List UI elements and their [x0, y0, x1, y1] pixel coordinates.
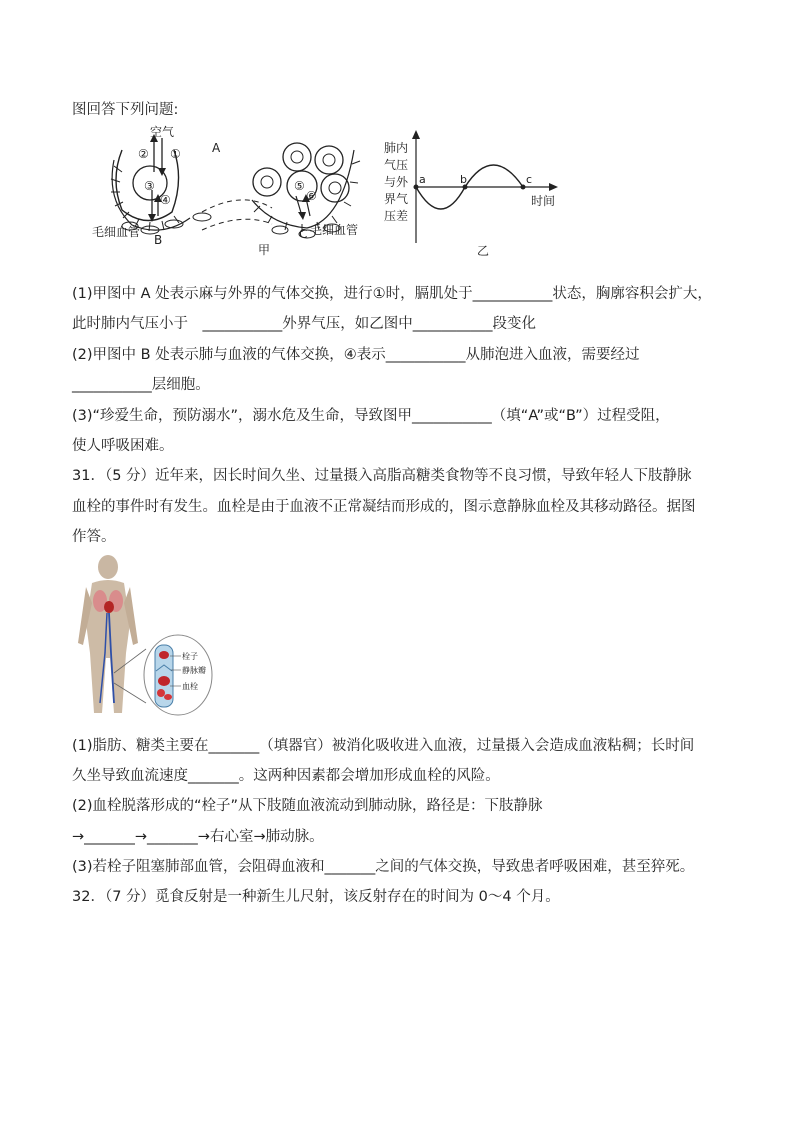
label-A: A	[212, 141, 221, 155]
ylabel-line-4: 界气	[384, 192, 409, 206]
point-c: c	[526, 173, 533, 186]
caption-yi: 乙	[477, 244, 490, 258]
q32-stem: 32．（7 分）觅食反射是一种新生儿尺射，该反射存在的时间为 0～4 个月。	[72, 889, 560, 905]
q30-p3-line2: 使人呼吸困难。	[72, 438, 174, 454]
q31-p3-line1: (3)若栓子阻塞肺部血管，会阻碍血液和_______之间的气体交换，导致患者呼吸困难，甚至猝死。	[72, 859, 695, 875]
point-a: a	[419, 173, 426, 186]
label-n2: ②	[138, 147, 149, 161]
label-B: B	[154, 233, 163, 247]
point-b: b	[460, 173, 467, 186]
q30-p1-line1: (1)甲图中 A 处表示麻与外界的气体交换，进行①时，膈肌处于___________状态，胸廓容积会扩大，	[72, 286, 712, 302]
label-n6: ⑥	[306, 189, 317, 203]
label-n5: ⑤	[294, 179, 305, 193]
label-C: C	[299, 227, 308, 241]
label-n1: ①	[170, 147, 181, 161]
label-cap-right: 毛细血管	[310, 223, 359, 237]
q31-stem-line1: 31．（5 分）近年来，因长时间久坐、过量摄入高脂高糖类食物等不良习惯，导致年轻人下肢静脉	[72, 468, 692, 484]
label-n3: ③	[144, 179, 155, 193]
q31-p2-line2: →_______→_______→右心室→肺动脉。	[72, 829, 324, 845]
figure-yi	[383, 125, 573, 265]
label-cap-left: 毛细血管	[92, 225, 141, 239]
inset-label-valve: 静脉瓣	[182, 666, 206, 675]
label-n4: ④	[160, 193, 171, 207]
ylabel-line-3: 与外	[384, 175, 409, 189]
intro-text: 图回答下列问题:	[72, 102, 179, 118]
q30-p2-line2: ___________层细胞。	[72, 377, 210, 393]
ylabel-line-2: 气压	[384, 158, 409, 172]
label-air: 空气	[150, 125, 175, 139]
q31-stem-line3: 作答。	[72, 529, 116, 545]
ylabel-line-5: 压差	[384, 209, 409, 223]
q30-p2-line1: (2)甲图中 B 处表示肺与血液的气体交换，④表示___________从肺泡进入血液，需要经过	[72, 347, 640, 363]
figure-thrombus	[78, 553, 228, 718]
xlabel: 时间	[531, 194, 556, 208]
figure-jia	[92, 120, 377, 260]
q31-p1-line2: 久坐导致血流速度_______。这两种因素都会增加形成血栓的风险。	[72, 768, 500, 784]
q31-stem-line2: 血栓的事件时有发生。血栓是由于血液不正常凝结而形成的，图示意静脉血栓及其移动路径。据图	[72, 499, 696, 515]
q30-p1-line2: 此时肺内气压小于 ___________外界气压，如乙图中___________段变化	[72, 316, 536, 332]
q31-p2-line1: (2)血栓脱落形成的“栓子”从下肢随血液流动到肺动脉，路径是：下肢静脉	[72, 798, 543, 814]
caption-jia: 甲	[258, 243, 271, 257]
inset-label-thrombus: 血栓	[182, 682, 198, 691]
inset-label-embolus: 栓子	[182, 652, 198, 661]
q31-p1-line1: (1)脂肪、糖类主要在_______（填器官）被消化吸收进入血液，过量摄入会造成血液粘稠；长时间	[72, 738, 695, 754]
ylabel-line-1: 肺内	[384, 141, 409, 155]
q30-p3-line1: (3)“珍爱生命，预防溺水”，溺水危及生命，导致图甲___________（填“A”或“B”）过程受阻，	[72, 408, 670, 424]
